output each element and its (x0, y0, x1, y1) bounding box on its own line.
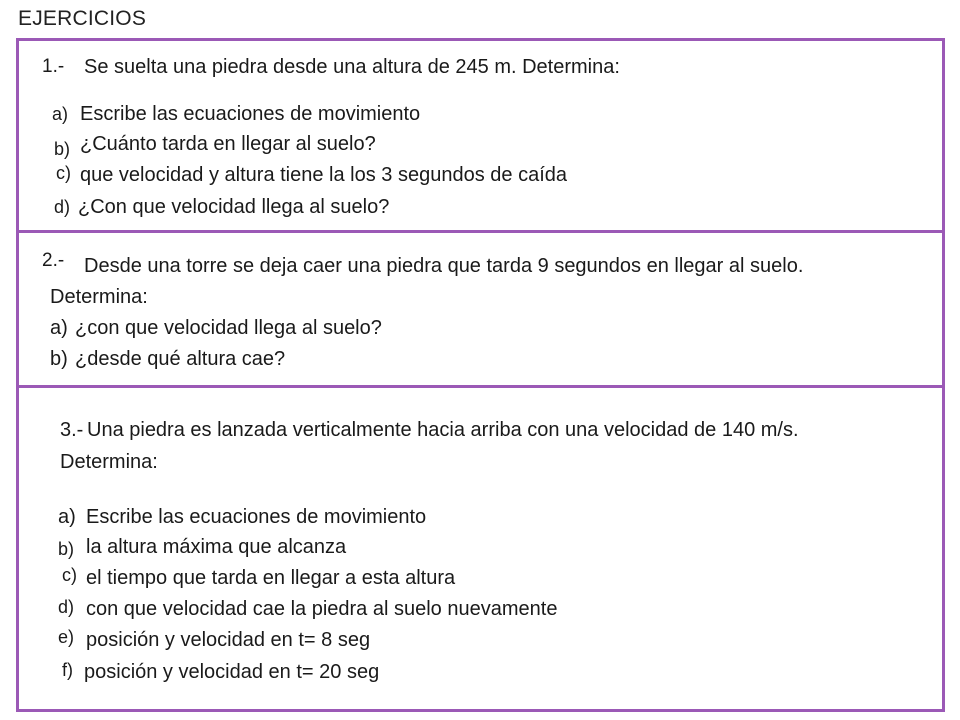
exercise-2-item-a-label: a) (50, 317, 68, 339)
exercise-1-item-d-label: d) (54, 197, 71, 217)
exercise-3-item-f-text: posición y velocidad en t= 20 seg (84, 661, 380, 683)
exercise-1-item-d-text: ¿Con que velocidad llega al suelo? (78, 196, 390, 218)
exercise-1-item-b-label: b) (54, 139, 71, 159)
exercise-3-item-a-text: Escribe las ecuaciones de movimiento (86, 506, 427, 528)
exercise-1-item-a-label: a) (52, 104, 69, 124)
exercise-3-statement: Una piedra es lanzada verticalmente hacia arriba con una velocidad de 140 m/s. (87, 419, 799, 441)
page-title: EJERCICIOS (18, 7, 147, 30)
exercise-3-item-d-label: d) (58, 597, 75, 617)
exercise-3-item-b-text: la altura máxima que alcanza (86, 536, 347, 558)
exercise-2-item-a-text: ¿con que velocidad llega al suelo? (75, 317, 382, 339)
exercise-1-statement: Se suelta una piedra desde una altura de 245 m. Determina: (84, 56, 620, 78)
exercise-2-item-b-label: b) (50, 348, 68, 370)
exercise-3-item-f-label: f) (62, 660, 73, 680)
exercise-1-item-a-text: Escribe las ecuaciones de movimiento (80, 103, 421, 125)
exercise-2-statement: Desde una torre se deja caer una piedra que tarda 9 segundos en llegar al suelo. (84, 255, 804, 277)
exercise-1-item-c-label: c) (56, 163, 71, 183)
exercise-3-number: 3.- (60, 419, 84, 441)
exercise-3-item-c-label: c) (62, 565, 77, 585)
exercise-1-item-b-text: ¿Cuánto tarda en llegar al suelo? (80, 133, 376, 155)
exercise-3-item-b-label: b) (58, 539, 75, 559)
exercise-1-number: 1.- (42, 56, 65, 77)
exercise-3-item-c-text: el tiempo que tarda en llegar a esta altura (86, 567, 456, 589)
exercise-3-item-e-label: e) (58, 627, 75, 647)
exercise-2-determina: Determina: (50, 286, 148, 308)
exercise-2-item-b-text: ¿desde qué altura cae? (75, 348, 286, 370)
exercise-3-item-a-label: a) (58, 506, 76, 528)
exercise-3-determina: Determina: (60, 451, 158, 473)
exercise-2-number: 2.- (42, 250, 65, 271)
exercise-1-item-c-text: que velocidad y altura tiene la los 3 segundos de caída (80, 164, 568, 186)
exercise-3-item-e-text: posición y velocidad en t= 8 seg (86, 629, 371, 651)
exercise-3-item-d-text: con que velocidad cae la piedra al suelo nuevamente (86, 598, 558, 620)
